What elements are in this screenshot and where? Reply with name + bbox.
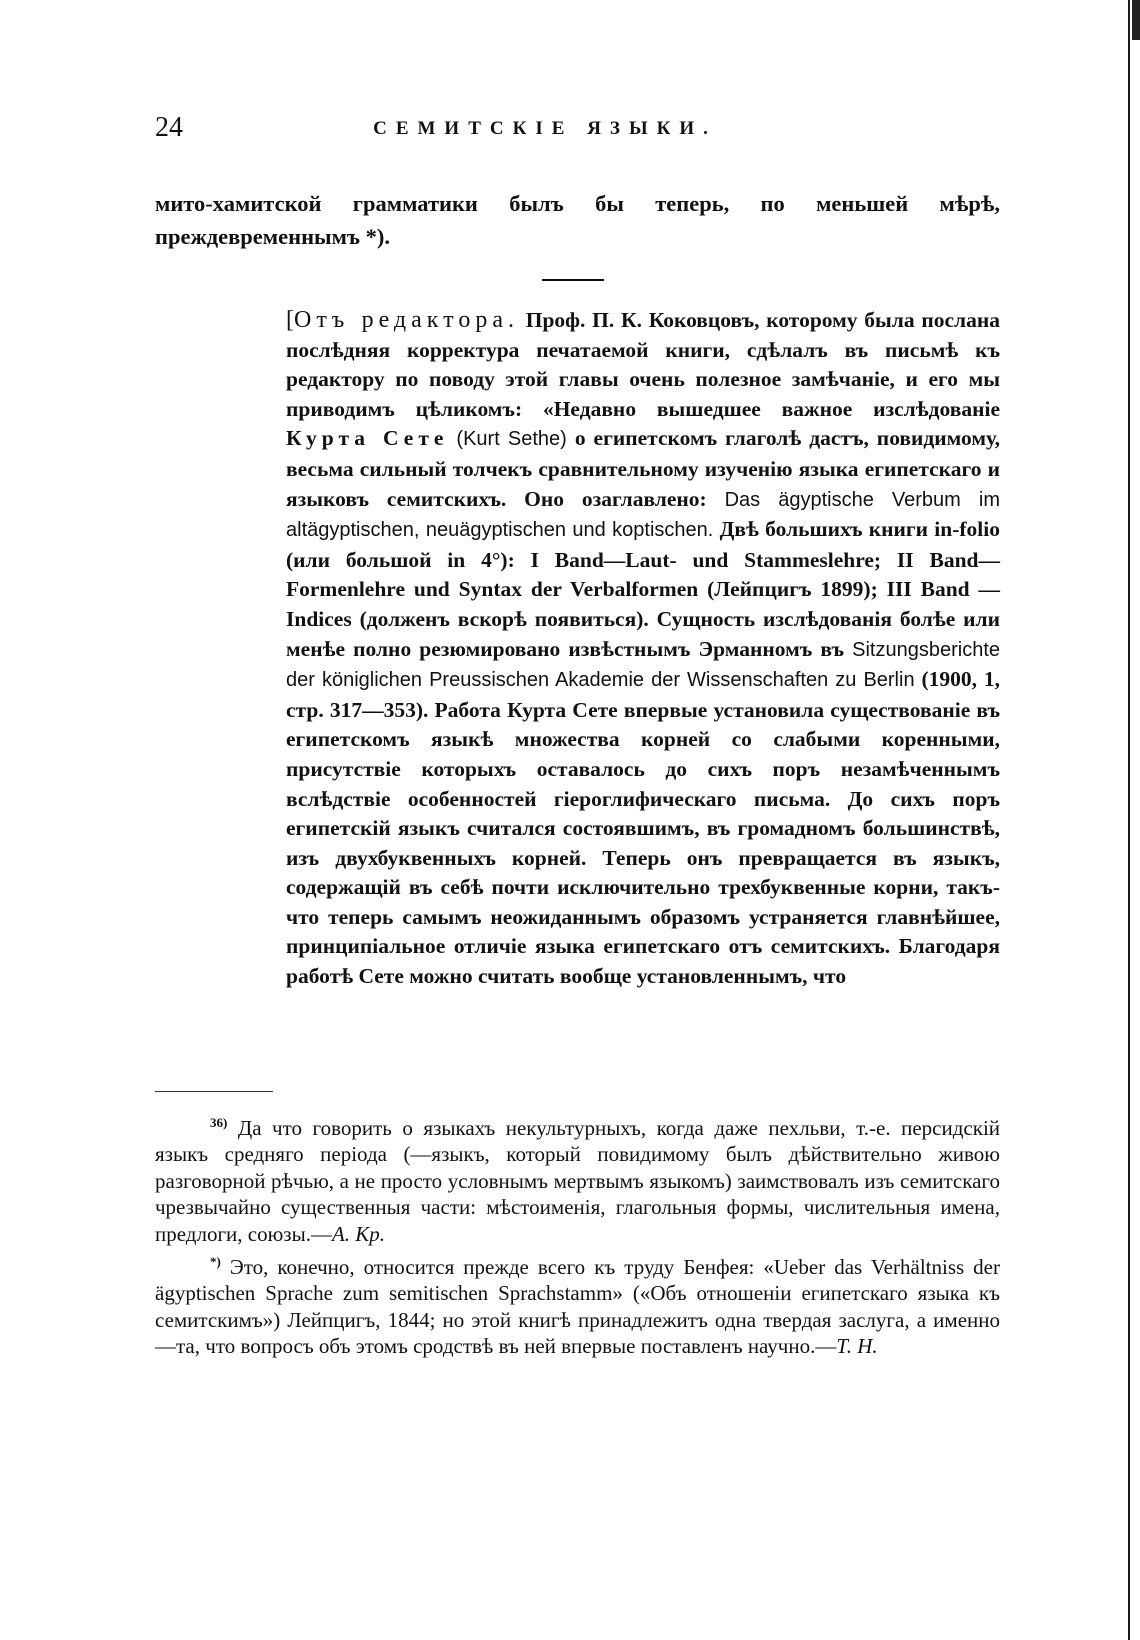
editor-note-author-latin: (Kurt Sethe) — [456, 428, 567, 451]
editor-note-title-latin: Das ägyptische Verbum im altägyptischen, neuägyptischen und koptischen. — [286, 488, 1000, 542]
editor-note-text-2: о египетскомъ глаголѣ дастъ, повидимому, весьма сильный толчекъ сравнительному изученію языка египетскаго и языковъ семитскихъ. Оно озаглавлено: — [286, 426, 1000, 511]
continuation-text: мито-хамитской грамматики былъ бы теперь, по меньшей мѣрѣ, преждевременнымъ *). — [155, 191, 1000, 249]
section-divider — [542, 279, 604, 281]
editor-note-journal-latin: Sitzungsberichte der königlichen Preussischen Akademie der Wissenschaften zu Berlin — [286, 638, 1001, 692]
footnote-rule — [155, 1091, 273, 1092]
footnote-text: Это, конечно, относится прежде всего къ труду Бенфея: «Ueber das Verhältniss der ägyptischen Sprache zum semitischen Sprachstamm» («Объ отношеніи египетскаго языка къ семитскимъ») Лейпцигъ, 1844; но этой книгѣ принадлежитъ одна твердая заслуга, а именно—та, что вопросъ объ этомъ сродствѣ въ ней впервые поставленъ научно.— — [155, 1255, 1000, 1359]
footnote-star — [155, 1249, 1000, 1360]
footnote-36 — [155, 1110, 1000, 1247]
editor-note-text-3: Двѣ большихъ книги in-folio (или большой in 4°): I Band—Laut- und Stammeslehre; II Band—Formenlehre und Syntax der Verbalformen (Лейпцигъ 1899); III Band — Indices (долженъ вскорѣ появиться). Сущность изслѣдованія болѣе или менѣе полно резюмировано извѣстнымъ Эрманномъ въ — [286, 517, 1001, 661]
footnote-marker: 36) — [210, 1115, 228, 1130]
page-header — [155, 112, 1000, 152]
editor-note-bracket: [ — [286, 307, 294, 333]
editor-note — [286, 306, 1000, 992]
running-title: СЕМИТСКІЕ ЯЗЫКИ. — [373, 118, 717, 139]
footnote-marker: *) — [210, 1254, 221, 1270]
page-number: 24 — [155, 112, 183, 143]
editor-note-lead: Отъ редактора. — [294, 307, 519, 333]
footnote-signature: А. Кр. — [331, 1221, 385, 1246]
footnotes — [155, 1110, 1000, 1362]
editor-note-author: Курта Сете — [286, 426, 449, 451]
footnote-text: Да что говорить о языкахъ некультурныхъ, когда даже пехльви, т.-е. персидскій языкъ средняго періода (—языкъ, который повидимому былъ дѣйствительно живою разговорной рѣчью, а не просто условнымъ мертвымъ языкомъ) заимствовалъ изъ семитскаго чрезвычайно существенныя части: мѣстоименія, глагольныя формы, числительныя имена, предлоги, союзы.— — [155, 1116, 1001, 1246]
editor-note-text-1: Проф. П. К. Коковцовъ, которому была послана послѣдняя корректура печатаемой книги, сдѣлалъ въ письмѣ къ редактору по поводу этой главы очень полезное замѣчаніе, и его мы приводимъ цѣликомъ: «Недавно вышедшее важное изслѣдованіе — [286, 308, 1000, 421]
scan-edge-line — [1128, 0, 1130, 1640]
editor-note-text-4: (1900, 1, стр. 317—353). Работа Курта Сете впервые установила существованіе въ египетскомъ языкѣ множества корней со слабыми коренными, присутствіе которыхъ оставалось до сихъ поръ незамѣченнымъ вслѣдствіе особенностей гіероглифическаго письма. До сихъ поръ египетскій языкъ считался состоявшимъ, въ громадномъ большинствѣ, изъ двухбуквенныхъ корней. Теперь онъ превращается въ языкъ, содержащій въ себѣ почти исключительно трехбуквенные корни, такъ-что теперь самымъ неожиданнымъ образомъ устраняется главнѣйшее, принципіальное отличіе языка египетскаго отъ семитскихъ. Благодаря работѣ Сете можно считать вообще установленнымъ, что — [286, 667, 1000, 989]
footnote-signature: Т. Н. — [836, 1334, 878, 1359]
continuation-paragraph — [155, 187, 1000, 257]
scan-edge-mark — [1132, 0, 1140, 40]
